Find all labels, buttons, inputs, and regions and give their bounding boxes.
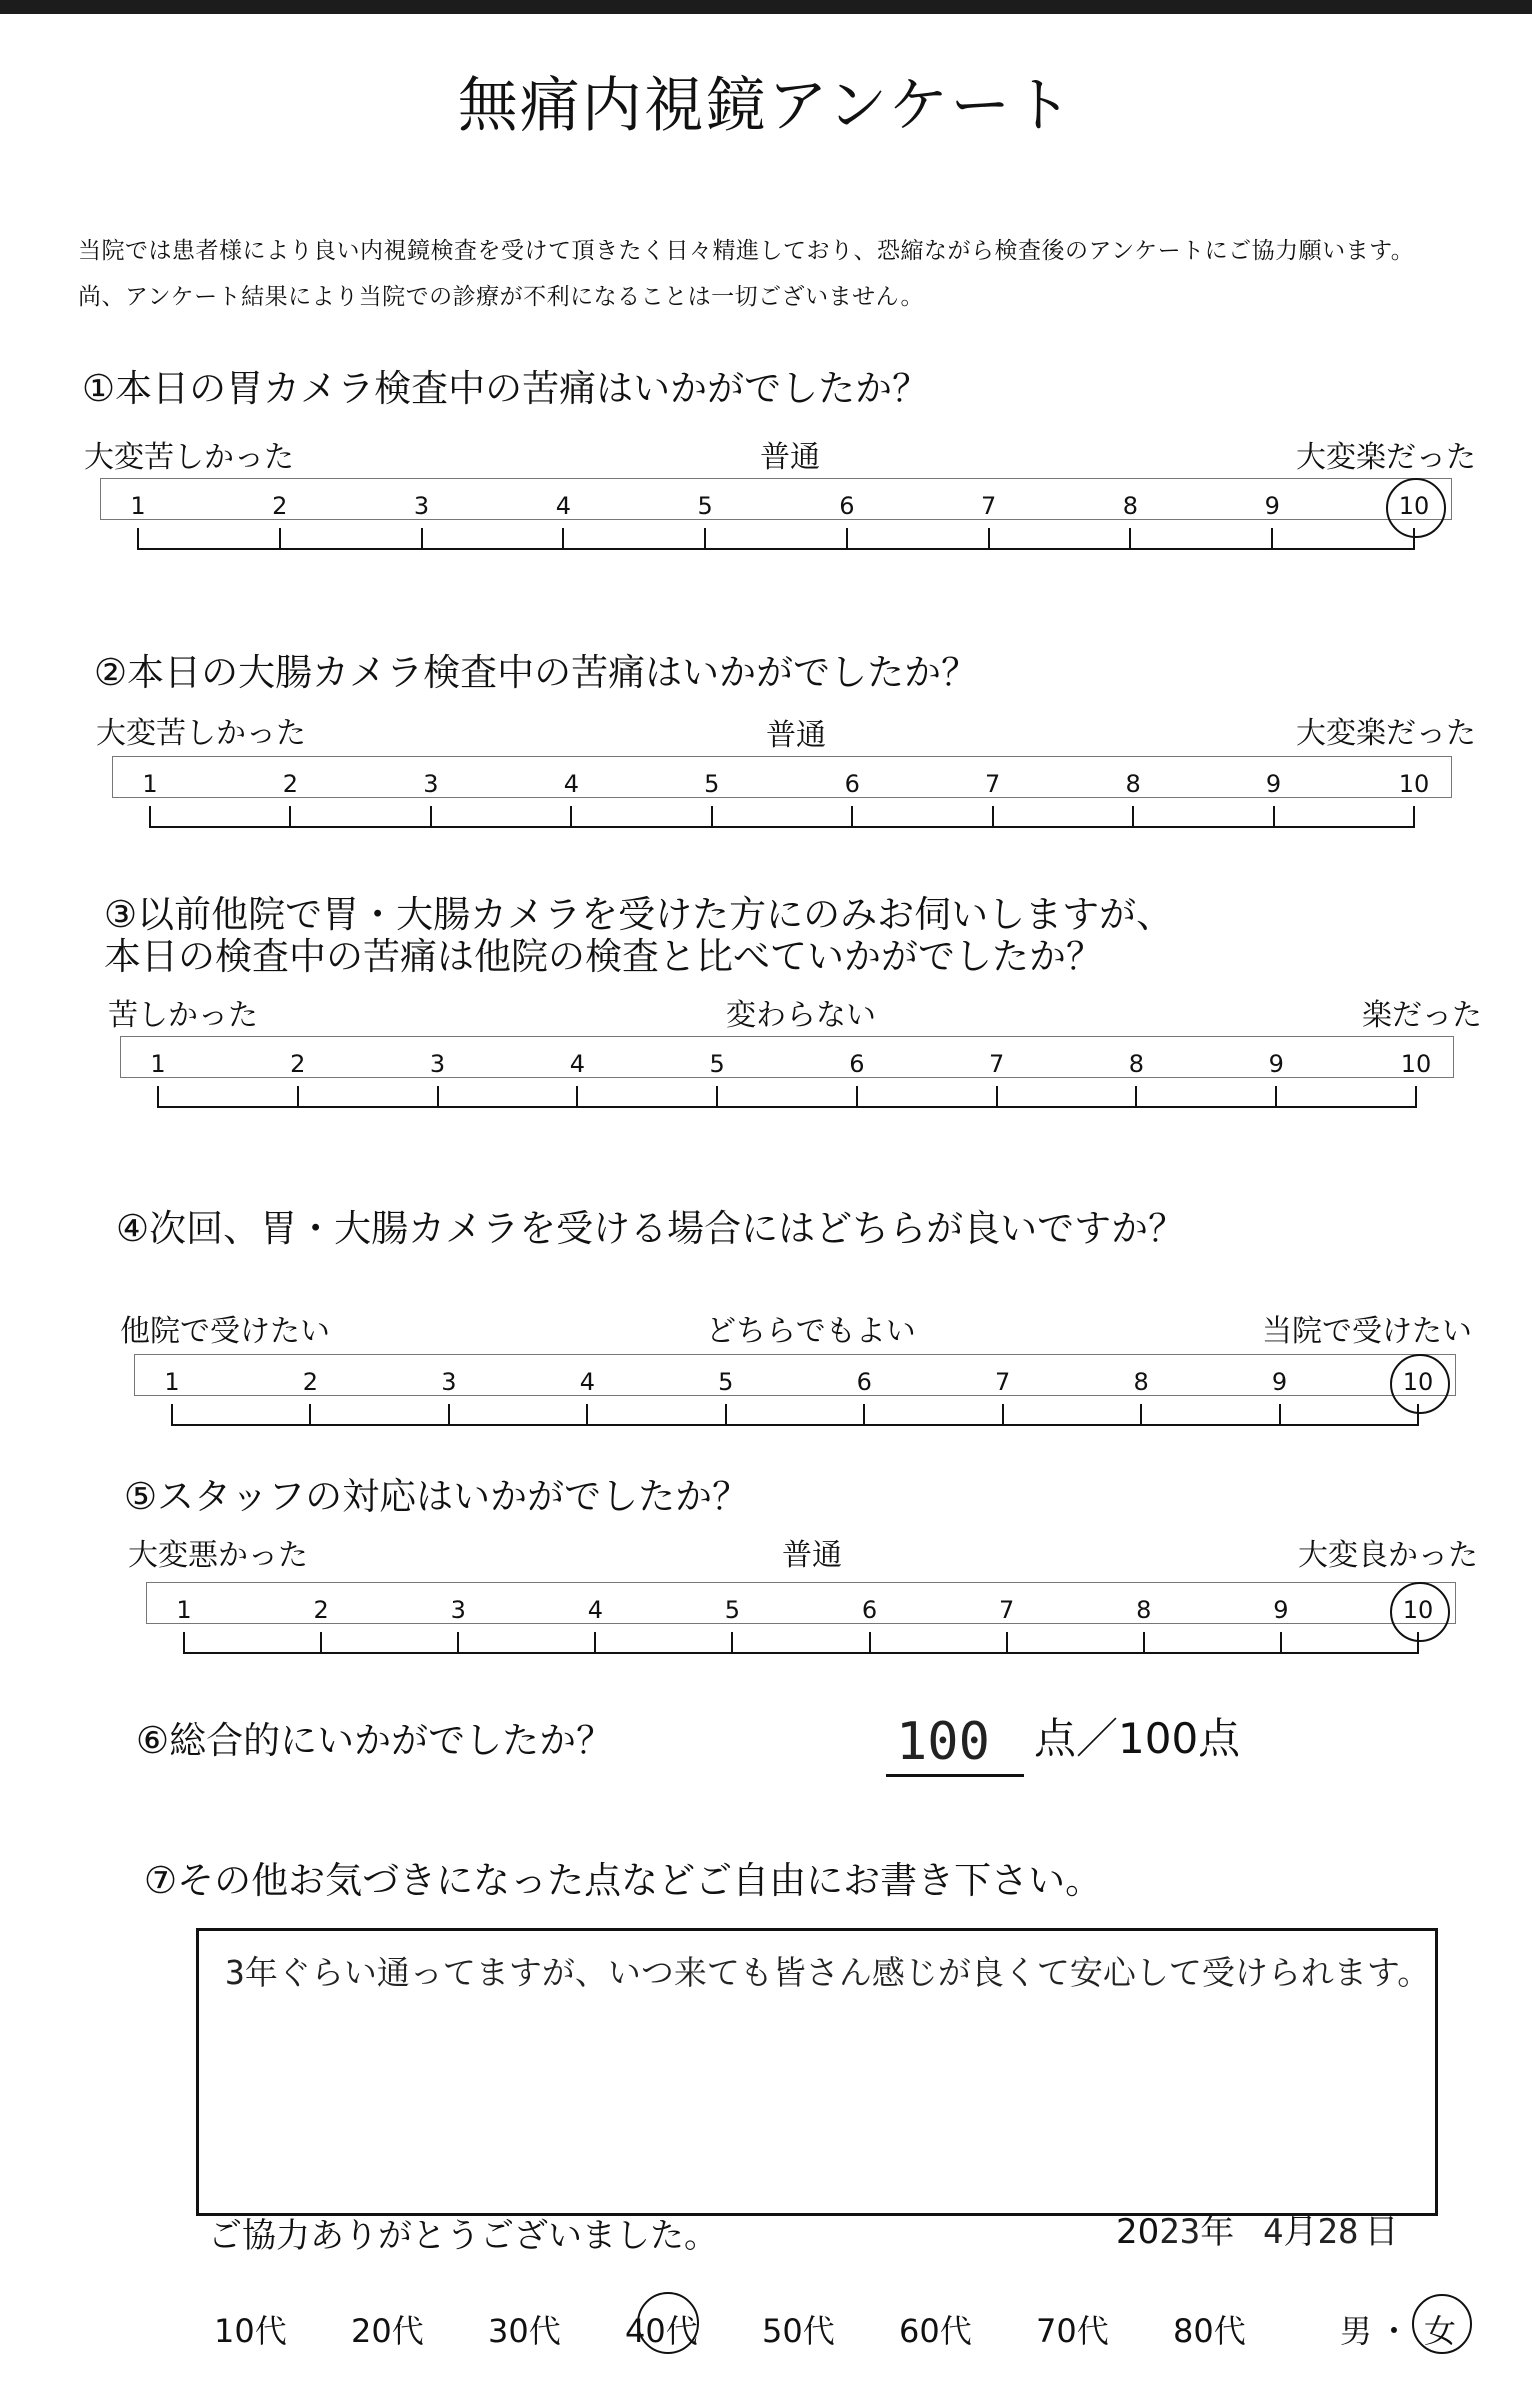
question-6-score-underline (886, 1774, 1024, 1777)
date-month-handwritten: 4 (1263, 2212, 1284, 2252)
scale-option-8[interactable]: 8 (1122, 492, 1139, 520)
scale-tick (1140, 1404, 1142, 1426)
question-5-mid-label: 普通 (782, 1538, 842, 1573)
scale-option-2[interactable]: 2 (290, 1050, 306, 1078)
scale-tick (320, 1632, 322, 1654)
scale-option-6[interactable]: 6 (839, 492, 855, 520)
scale-tick (1271, 528, 1273, 550)
scale-option-5[interactable]: 5 (697, 492, 713, 520)
scale-option-9[interactable]: 9 (1265, 770, 1282, 798)
scale-tick (430, 806, 432, 828)
scale-ruler-line (172, 1424, 1418, 1426)
scale-tick (570, 806, 572, 828)
scale-option-6[interactable]: 6 (861, 1596, 878, 1624)
scale-tick (863, 1404, 865, 1426)
scale-tick (1415, 1086, 1417, 1108)
scale-tick (846, 528, 848, 550)
age-option-10代[interactable]: 10代 (214, 2312, 287, 2350)
scale-frame (112, 756, 1452, 798)
scale-option-8[interactable]: 8 (1136, 1596, 1152, 1624)
scale-tick (996, 1086, 998, 1108)
scale-option-10[interactable]: 10 (1400, 1050, 1432, 1078)
scale-option-2[interactable]: 2 (272, 492, 288, 520)
scale-option-4[interactable]: 4 (587, 1596, 603, 1624)
scale-tick (1275, 1086, 1277, 1108)
scale-tick (725, 1404, 727, 1426)
scale-option-6[interactable]: 6 (856, 1368, 872, 1396)
question-5-right-label: 大変良かった (1298, 1538, 1478, 1573)
question-2-mid-label: 普通 (766, 718, 826, 753)
question-7-comment-box[interactable] (196, 1928, 1438, 2216)
question-3-mid-label: 変わらない (726, 998, 876, 1033)
age-option-70代[interactable]: 70代 (1036, 2312, 1109, 2350)
scale-option-1[interactable]: 1 (150, 1050, 166, 1078)
question-2-text: ②本日の大腸カメラ検査中の苦痛はいかがでしたか？ (94, 651, 979, 694)
date-year-unit: 年 (1200, 2212, 1235, 2252)
age-option-50代[interactable]: 50代 (762, 2312, 835, 2350)
scale-option-4[interactable]: 4 (579, 1368, 595, 1396)
age-option-20代[interactable]: 20代 (351, 2312, 424, 2350)
scale-tick (1413, 806, 1415, 828)
scale-option-8[interactable]: 8 (1125, 770, 1141, 798)
scale-ruler-line (184, 1652, 1418, 1654)
scale-option-1[interactable]: 1 (164, 1368, 180, 1396)
intro-line-1: 当院では患者様により良い内視鏡検査を受けて頂きたく日々精進しており、恐縮ながら検査後のアンケートにご協力願います。 (78, 238, 1415, 264)
scale-tick (137, 528, 139, 550)
question-4-text: ④次回、胃・大腸カメラを受ける場合にはどちらが良いですか？ (116, 1207, 1186, 1250)
scale-frame (134, 1354, 1456, 1396)
scale-option-7[interactable]: 7 (995, 1368, 1011, 1396)
scale-option-4[interactable]: 4 (569, 1050, 585, 1078)
scale-option-9[interactable]: 9 (1264, 492, 1280, 520)
question-1-scale[interactable] (100, 478, 1452, 558)
scale-tick (562, 528, 564, 550)
date-day-handwritten: 28 (1317, 2212, 1359, 2252)
scale-selected-circle (1390, 1582, 1450, 1642)
scale-tick (1135, 1086, 1137, 1108)
scale-tick (1006, 1632, 1008, 1654)
age-option-60代[interactable]: 60代 (899, 2312, 972, 2350)
scale-option-1[interactable]: 1 (176, 1596, 192, 1624)
scale-selected-circle (1390, 1354, 1450, 1414)
scale-option-4[interactable]: 4 (555, 492, 571, 520)
scale-option-7[interactable]: 7 (985, 770, 1001, 798)
scale-tick (297, 1086, 299, 1108)
question-7-text: ⑦その他お気づきになった点などご自由にお書き下さい。 (144, 1859, 1103, 1902)
question-3-text-line-1: ③以前他院で胃・大腸カメラを受けた方にのみお伺いしますが、 (104, 893, 1174, 936)
scale-option-3[interactable]: 3 (441, 1368, 457, 1396)
scale-tick (1002, 1404, 1004, 1426)
scale-option-3[interactable]: 3 (423, 770, 439, 798)
scale-option-1[interactable]: 1 (130, 492, 146, 520)
scale-option-2[interactable]: 2 (282, 770, 299, 798)
gender-selected-circle (1412, 2294, 1472, 2354)
scale-tick (586, 1404, 588, 1426)
gender-male-option[interactable]: 男 (1340, 2312, 1373, 2350)
scale-option-3[interactable]: 3 (429, 1050, 446, 1078)
scale-ruler-line (158, 1106, 1416, 1108)
scale-tick (183, 1632, 185, 1654)
question-3-right-label: 楽だった (1362, 998, 1482, 1033)
age-option-80代[interactable]: 80代 (1173, 2312, 1246, 2350)
scale-tick (171, 1404, 173, 1426)
date-month-unit: 月 (1283, 2212, 1318, 2252)
date-year-handwritten: 23 (1159, 2212, 1201, 2252)
scale-tick (279, 528, 281, 550)
scale-option-7[interactable]: 7 (999, 1596, 1015, 1624)
scale-option-2[interactable]: 2 (302, 1368, 319, 1396)
scale-option-8[interactable]: 8 (1128, 1050, 1145, 1078)
scale-tick (594, 1632, 596, 1654)
scale-option-6[interactable]: 6 (849, 1050, 865, 1078)
scale-frame (100, 478, 1452, 520)
scale-tick (716, 1086, 718, 1108)
scale-option-1[interactable]: 1 (142, 770, 158, 798)
question-3-left-label: 苦しかった (108, 998, 258, 1033)
scale-tick (731, 1632, 733, 1654)
scale-option-4[interactable]: 4 (563, 770, 579, 798)
scale-tick (457, 1632, 459, 1654)
scale-tick (988, 528, 990, 550)
scale-option-9[interactable]: 9 (1271, 1368, 1288, 1396)
question-3-scale[interactable] (120, 1036, 1454, 1116)
age-selected-circle (637, 2292, 699, 2354)
question-1-text: ①本日の胃カメラ検査中の苦痛はいかがでしたか？ (82, 367, 930, 410)
scale-option-7[interactable]: 7 (989, 1050, 1005, 1078)
scale-option-10[interactable]: 10 (1398, 770, 1430, 798)
scale-ruler-line (138, 548, 1414, 550)
scale-tick (704, 528, 706, 550)
scale-tick (1129, 528, 1131, 550)
scale-tick (309, 1404, 311, 1426)
scale-option-3[interactable]: 3 (413, 492, 430, 520)
scale-option-8[interactable]: 8 (1133, 1368, 1149, 1396)
question-1-right-label: 大変楽だった (1296, 440, 1476, 475)
scale-option-10[interactable]: 10 (1402, 1596, 1434, 1624)
scale-option-5[interactable]: 5 (709, 1050, 725, 1078)
question-1-mid-label: 普通 (760, 440, 820, 475)
question-6-text: ⑥総合的にいかがでしたか？ (136, 1719, 614, 1762)
intro-line-2: 尚、アンケート結果により当院での診療が不利になることは一切ございません。 (78, 284, 924, 310)
question-2-right-label: 大変楽だった (1296, 716, 1476, 751)
scale-frame (120, 1036, 1454, 1078)
question-7-comment-text: 3年ぐらい通ってますが、いつ来ても皆さん感じが良くて安心して受けられます。 (225, 1953, 1431, 1992)
question-5-scale[interactable] (146, 1582, 1456, 1662)
question-1-left-label: 大変苦しかった (84, 440, 294, 475)
scale-tick (1273, 806, 1275, 828)
scale-tick (992, 806, 994, 828)
question-6-score-input[interactable]: 100 (896, 1712, 990, 1772)
scale-option-10[interactable]: 10 (1398, 492, 1430, 520)
question-2-scale[interactable] (112, 756, 1452, 836)
gender-female-option[interactable]: 女 (1424, 2312, 1457, 2350)
question-4-left-label: 他院で受けたい (120, 1314, 330, 1349)
scale-tick (576, 1086, 578, 1108)
scan-top-edge (0, 0, 1532, 14)
scale-tick (856, 1086, 858, 1108)
question-6-score-suffix: 点／100点 (1034, 1714, 1241, 1763)
scale-option-5[interactable]: 5 (724, 1596, 741, 1624)
scale-tick (149, 806, 151, 828)
question-3-text-line-2: 本日の検査中の苦痛は他院の検査と比べていかがでしたか？ (104, 935, 1103, 978)
scale-tick (869, 1632, 871, 1654)
scale-option-5[interactable]: 5 (704, 770, 720, 798)
question-5-text: ⑤スタッフの対応はいかがでしたか？ (124, 1475, 750, 1518)
scale-selected-circle (1386, 478, 1446, 538)
gender-separator: ・ (1378, 2312, 1411, 2350)
scale-tick (157, 1086, 159, 1108)
date-day-unit: 日 (1364, 2212, 1399, 2252)
question-4-right-label: 当院で受けたい (1262, 1314, 1472, 1349)
scale-tick (1143, 1632, 1145, 1654)
scale-tick (711, 806, 713, 828)
scale-tick (851, 806, 853, 828)
scale-option-3[interactable]: 3 (450, 1596, 466, 1624)
scale-option-9[interactable]: 9 (1273, 1596, 1289, 1624)
scale-frame (146, 1582, 1456, 1624)
scale-option-7[interactable]: 7 (981, 492, 997, 520)
age-option-30代[interactable]: 30代 (488, 2312, 561, 2350)
scale-tick (289, 806, 291, 828)
question-5-left-label: 大変悪かった (128, 1538, 308, 1573)
date-year-prefix: 20 (1116, 2212, 1160, 2252)
question-4-scale[interactable] (134, 1354, 1456, 1434)
scale-option-2[interactable]: 2 (313, 1596, 329, 1624)
scale-tick (437, 1086, 439, 1108)
page-title: 無痛内視鏡アンケート (457, 71, 1075, 141)
age-option-40代[interactable]: 40代 (625, 2312, 698, 2350)
scale-tick (1279, 1404, 1281, 1426)
scale-tick (448, 1404, 450, 1426)
scale-option-6[interactable]: 6 (844, 770, 860, 798)
question-4-mid-label: どちらでもよい (706, 1314, 916, 1349)
scale-option-10[interactable]: 10 (1402, 1368, 1434, 1396)
scale-option-5[interactable]: 5 (718, 1368, 734, 1396)
scale-tick (1280, 1632, 1282, 1654)
date-field[interactable] (1116, 2204, 1398, 2253)
scale-tick (1132, 806, 1134, 828)
scale-tick (421, 528, 423, 550)
scale-ruler-line (150, 826, 1414, 828)
thanks-message: ご協力ありがとうございました。 (208, 2216, 718, 2256)
question-2-left-label: 大変苦しかった (96, 716, 306, 751)
scale-option-9[interactable]: 9 (1268, 1050, 1284, 1078)
